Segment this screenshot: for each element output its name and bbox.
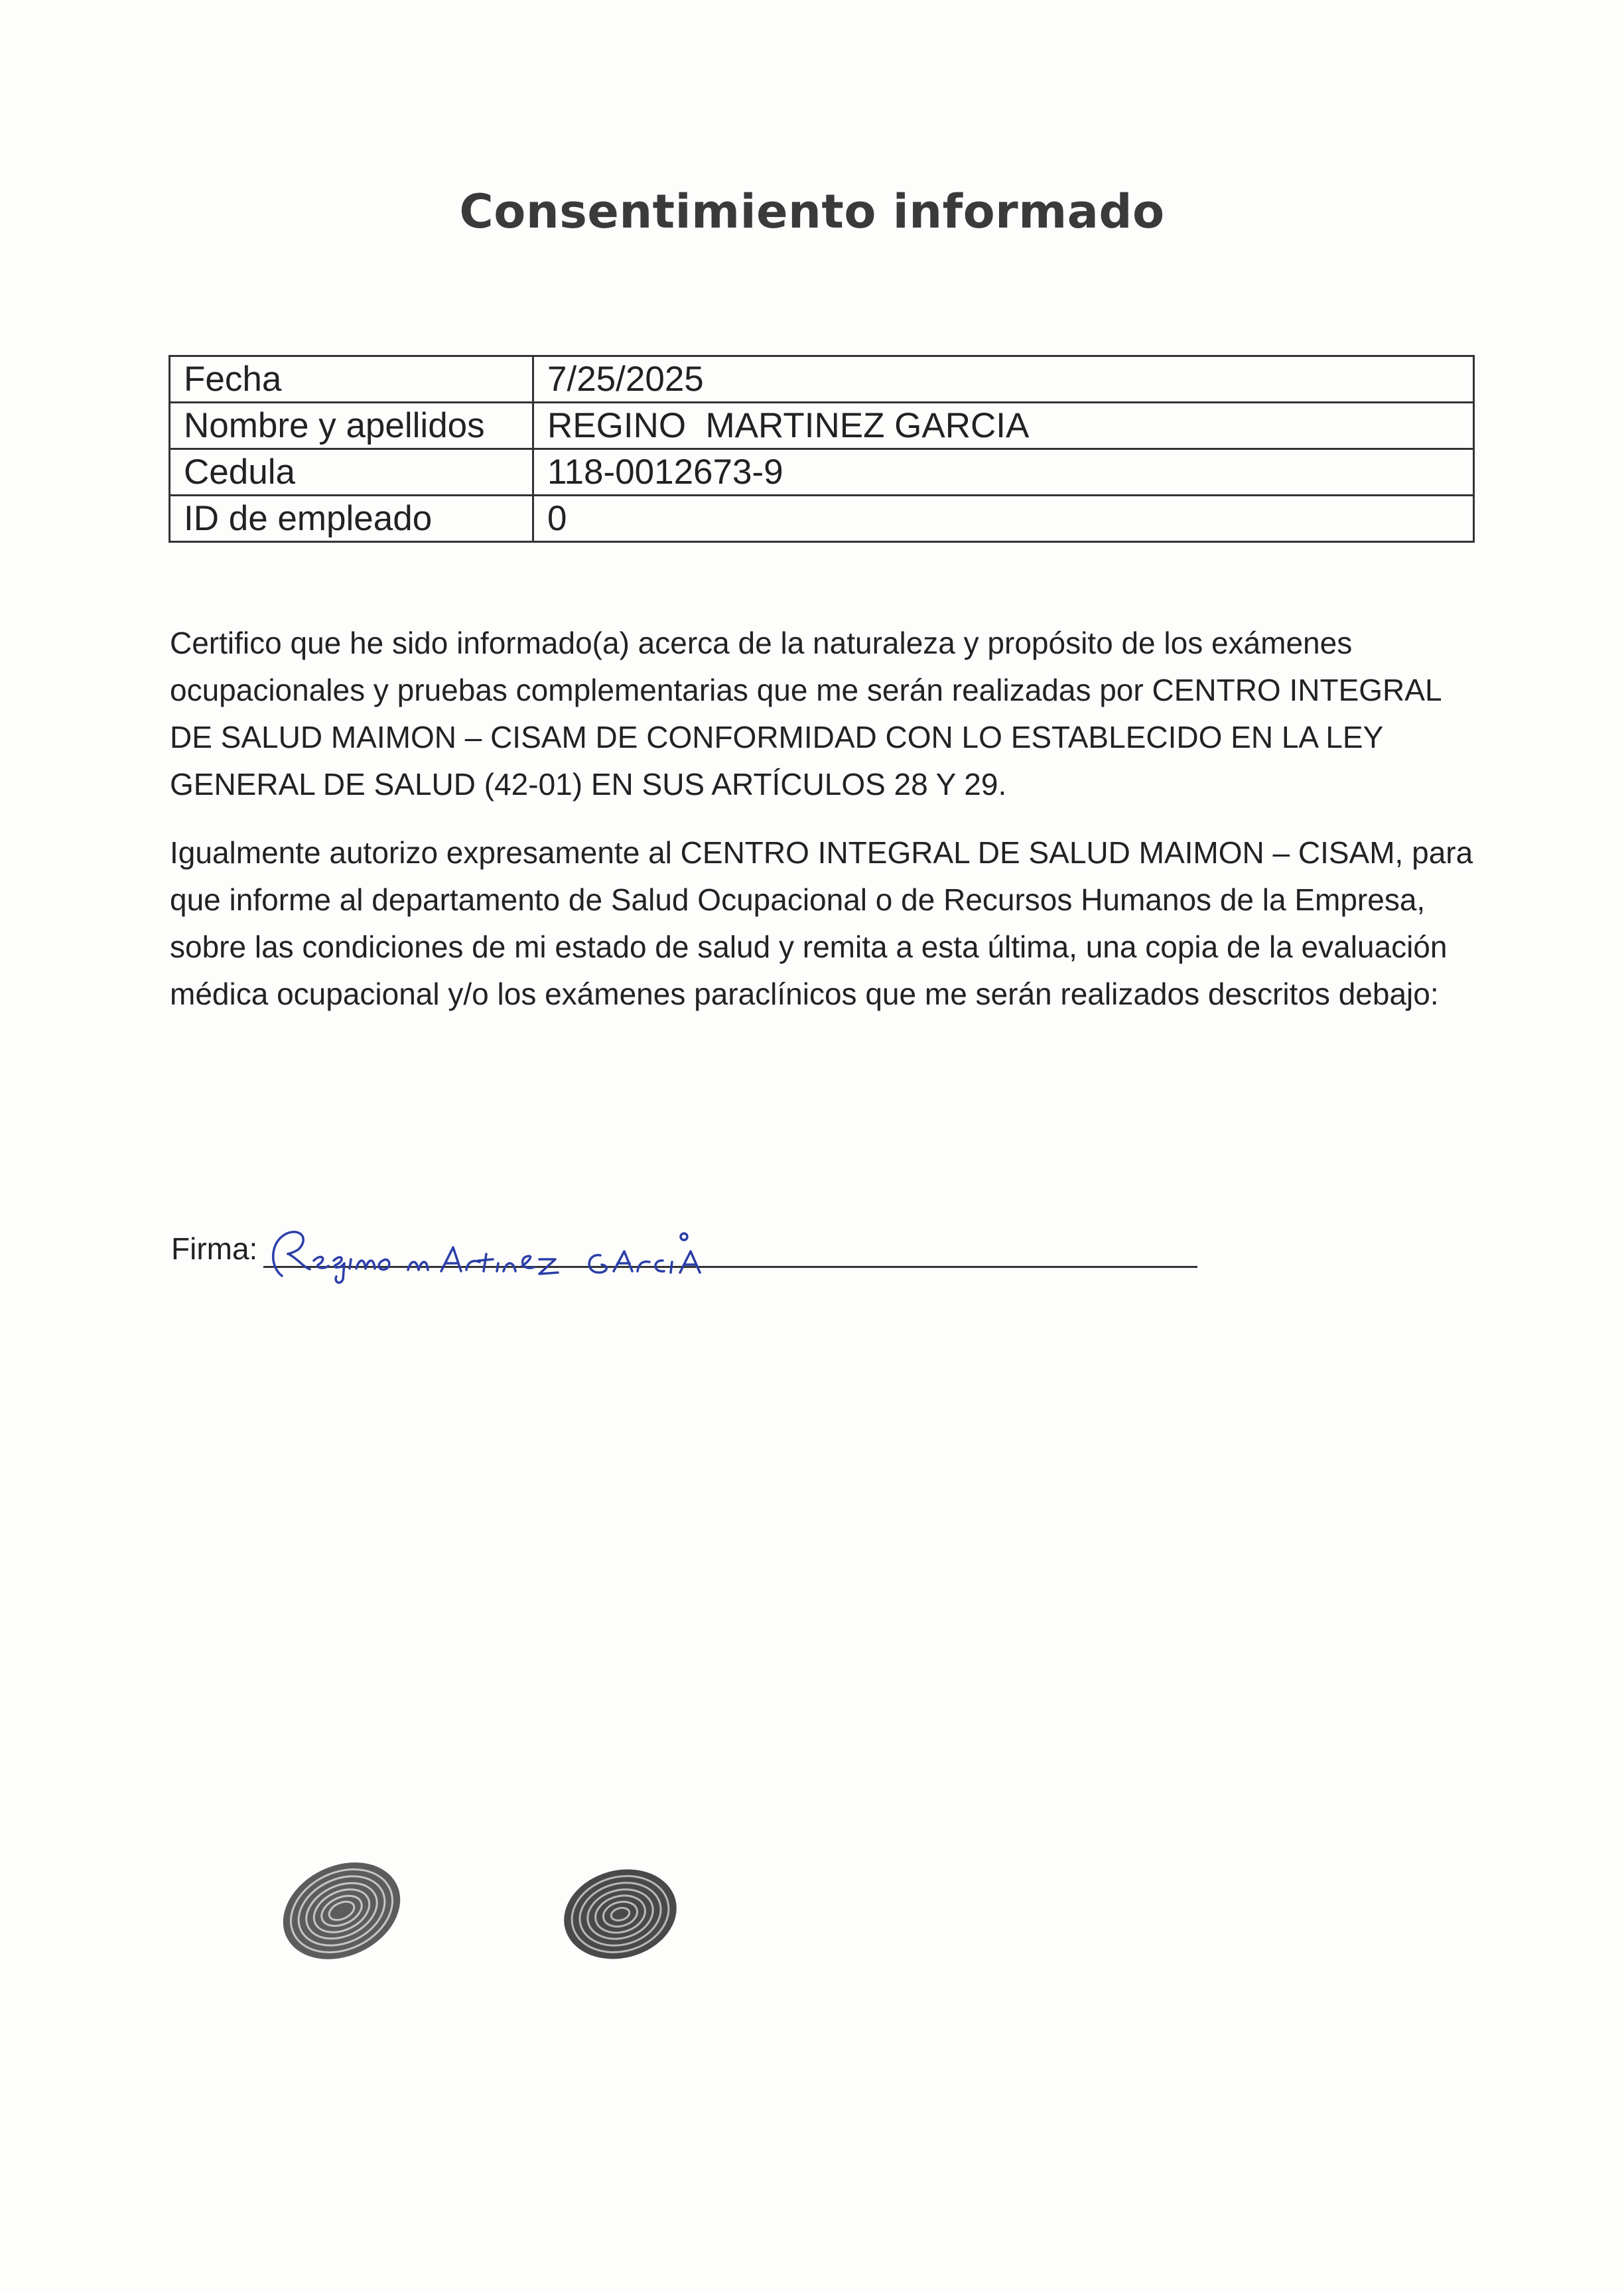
- signature-label: Firma:: [171, 1231, 258, 1266]
- nombre-value: REGINO MARTINEZ GARCIA: [533, 403, 1474, 449]
- fingerprint-icon: [269, 1838, 415, 1984]
- authorization-paragraph: Igualmente autorizo expresamente al CENTRO INTEGRAL DE SALUD MAIMON – CISAM, para que informe al departamento de Salud Ocupacional o de Recursos Humanos de la Empresa, sobre las condiciones de mi estado de salud y remita a esta última, una copia de la evaluación médica ocupacional y/o los exámenes paraclínicos que me serán realizados descritos debajo:: [170, 835, 1473, 1011]
- fingerprint-icon: [547, 1841, 693, 1987]
- employee-info-table: [169, 355, 1475, 543]
- handwritten-signature: [262, 1213, 713, 1286]
- table-row: [170, 356, 1474, 403]
- table-row: [170, 496, 1474, 542]
- page-title: Consentimiento informado: [459, 184, 1165, 239]
- table-row: [170, 449, 1474, 496]
- id-empleado-label: ID de empleado: [170, 496, 533, 542]
- fecha-value: 7/25/2025: [533, 356, 1474, 403]
- id-empleado-value: 0: [533, 496, 1474, 542]
- cedula-label: Cedula: [170, 449, 533, 496]
- certification-paragraph: Certifico que he sido informado(a) acerca de la naturaleza y propósito de los exámenes ocupacionales y pruebas complementarias que me serán realizadas por CENTRO INTEGRAL DE SALUD MAIMON – CISAM DE CONFORMIDAD CON LO ESTABLECIDO EN LA LEY GENERAL DE SALUD (42-01) EN SUS ARTÍCULOS 28 Y 29.: [170, 626, 1441, 801]
- fecha-label: Fecha: [170, 356, 533, 403]
- table-row: [170, 403, 1474, 449]
- nombre-label: Nombre y apellidos: [170, 403, 533, 449]
- cedula-value: 118-0012673-9: [533, 449, 1474, 496]
